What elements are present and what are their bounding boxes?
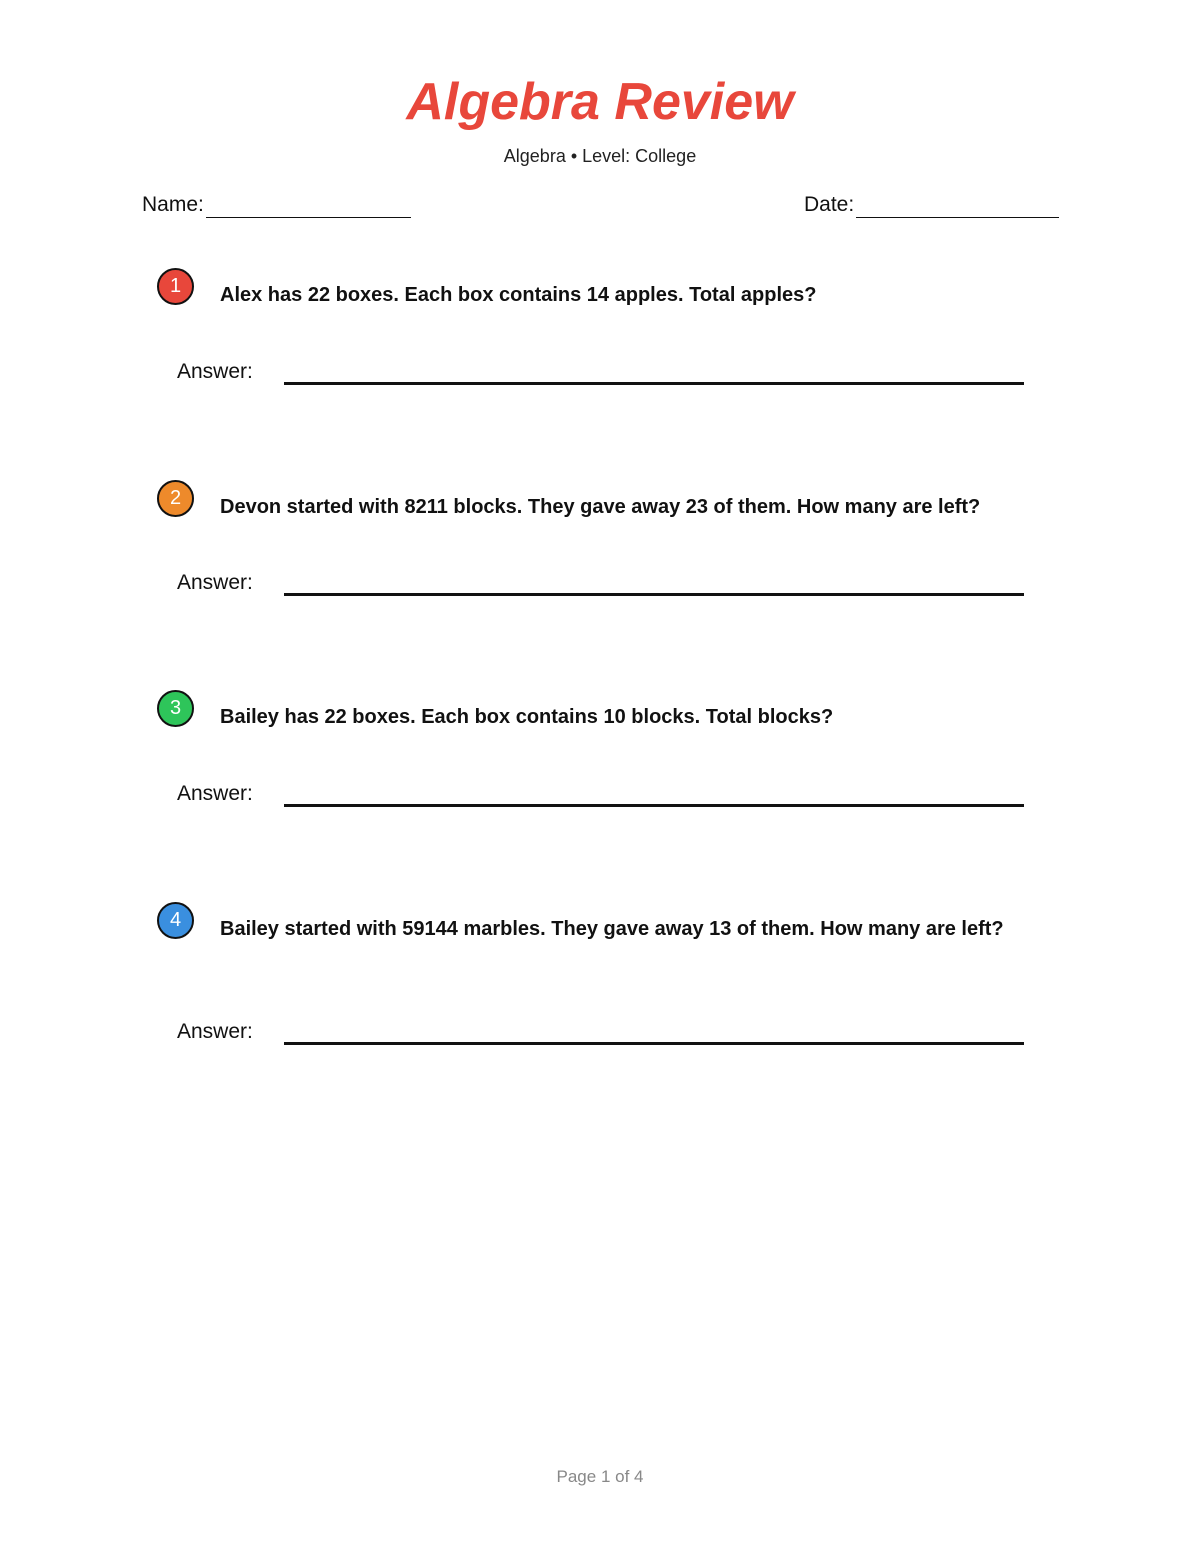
question-number-badge: 4	[157, 902, 194, 939]
answer-label: Answer:	[177, 782, 253, 805]
question-number-badge: 2	[157, 480, 194, 517]
page-number: Page 1 of 4	[556, 1467, 644, 1486]
answer-line[interactable]	[284, 382, 1024, 385]
question-text: Devon started with 8211 blocks. They gave away 23 of them. How many are left?	[220, 496, 981, 518]
name-label: Name:	[142, 193, 204, 216]
page-subtitle: Algebra • Level: College	[503, 146, 697, 166]
question-number-badge: 3	[157, 690, 194, 727]
page-title: Algebra Review	[406, 73, 794, 131]
answer-label: Answer:	[177, 360, 253, 383]
question-text: Bailey started with 59144 marbles. They gave away 13 of them. How many are left?	[220, 918, 1004, 940]
name-blank-line[interactable]	[206, 197, 411, 218]
date-blank-line[interactable]	[856, 197, 1059, 218]
answer-label: Answer:	[177, 1020, 253, 1043]
answer-label: Answer:	[177, 571, 253, 594]
name-field[interactable]	[142, 192, 411, 218]
answer-line[interactable]	[284, 593, 1024, 596]
date-field[interactable]	[804, 192, 1059, 218]
question-text: Alex has 22 boxes. Each box contains 14 apples. Total apples?	[220, 284, 817, 306]
answer-line[interactable]	[284, 1042, 1024, 1045]
answer-line[interactable]	[284, 804, 1024, 807]
question-number-badge: 1	[157, 268, 194, 305]
date-label: Date:	[804, 193, 855, 216]
question-text: Bailey has 22 boxes. Each box contains 10 blocks. Total blocks?	[220, 706, 834, 728]
